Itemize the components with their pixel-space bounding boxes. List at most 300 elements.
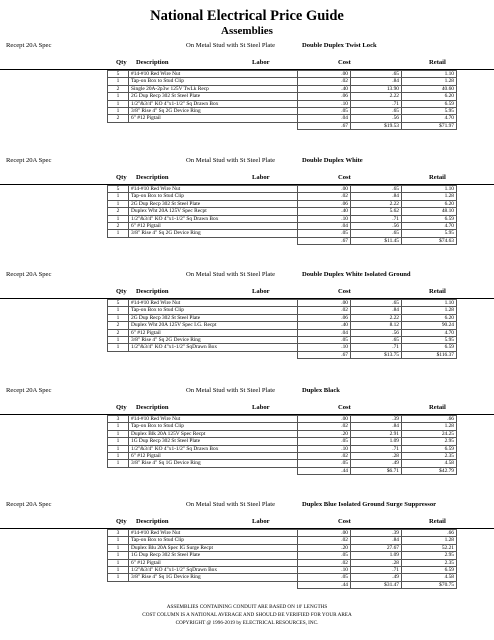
labor-cell: .04 [298, 115, 351, 122]
retail-cell: 4.70 [402, 115, 457, 122]
cost-cell: .84 [351, 193, 402, 200]
description-cell: #14-#10 Red Wire Nut [129, 186, 298, 193]
description-cell: #14-#10 Red Wire Nut [129, 530, 298, 537]
retail-cell: 24.25 [402, 430, 457, 437]
description-cell: 1/2"&3/4" KO 4"x1-1/2" Sq Drawn Box [129, 445, 298, 452]
column-header-qty: Qty [116, 174, 127, 181]
description-cell: 3/8" Rise 4" Sq 2G Device Ring [129, 230, 298, 237]
qty-cell: 1 [108, 193, 129, 200]
table-row [108, 537, 457, 544]
total-cost: $19.53 [351, 122, 402, 129]
qty-cell: 1 [108, 438, 129, 445]
retail-cell: 90.24 [402, 322, 457, 329]
column-header-description: Description [136, 288, 169, 295]
assembly-header [0, 499, 494, 511]
description-cell: 3/8" Rise 4" Sq 2G Device Ring [129, 108, 298, 115]
description-cell: 1G Dup Recp 302 St Steel Plate [129, 438, 298, 445]
assembly-mounting: On Metal Stud with St Steel Plate [186, 501, 276, 508]
total-spacer [108, 351, 129, 358]
description-cell: Duplex Wht 20A 125V Spec I.G. Recpt [129, 322, 298, 329]
table-row [108, 186, 457, 193]
description-cell: #14-#10 Red Wire Nut [129, 71, 298, 78]
qty-cell: 1 [108, 552, 129, 559]
labor-cell: .00 [298, 300, 351, 307]
cost-cell: .49 [351, 574, 402, 581]
column-header-retail: Retail [429, 404, 446, 411]
assembly-header [0, 385, 494, 397]
qty-cell: 1 [108, 230, 129, 237]
table-row [108, 108, 457, 115]
cost-cell: 8.12 [351, 322, 402, 329]
qty-cell: 2 [108, 208, 129, 215]
retail-cell: 1.28 [402, 423, 457, 430]
column-header-labor: Labor [252, 404, 270, 411]
retail-cell: 5.95 [402, 337, 457, 344]
column-header-qty: Qty [116, 288, 127, 295]
total-retail: $71.97 [402, 122, 457, 129]
labor-cell: .02 [298, 78, 351, 85]
table-row [108, 208, 457, 215]
qty-cell: 2 [108, 329, 129, 336]
total-spacer [129, 467, 298, 474]
qty-cell: 1 [108, 93, 129, 100]
total-spacer [129, 237, 298, 244]
cost-cell: .84 [351, 537, 402, 544]
table-row [108, 416, 457, 423]
column-header-qty: Qty [116, 404, 127, 411]
retail-cell: 4.58 [402, 460, 457, 467]
description-cell: 1G Dup Recp 302 St Steel Plate [129, 552, 298, 559]
description-cell: Tap-on Box to Stud Clip [129, 193, 298, 200]
table-row [108, 329, 457, 336]
column-header-labor: Labor [252, 174, 270, 181]
labor-cell: .40 [298, 322, 351, 329]
cost-cell: 2.22 [351, 314, 402, 321]
labor-cell: .05 [298, 230, 351, 237]
retail-cell: 6.59 [402, 100, 457, 107]
retail-cell: 2.35 [402, 559, 457, 566]
labor-cell: .05 [298, 460, 351, 467]
cost-cell: 1.09 [351, 438, 402, 445]
description-cell: 1/2"&3/4" KO 4"x1-1/2" Sq Drawn Box [129, 215, 298, 222]
qty-cell: 2 [108, 322, 129, 329]
description-cell: 6" #12 Pigtail [129, 329, 298, 336]
table-row [108, 314, 457, 321]
cost-cell: .49 [351, 460, 402, 467]
table-row [108, 544, 457, 551]
labor-cell: .20 [298, 430, 351, 437]
qty-cell: 1 [108, 445, 129, 452]
total-spacer [108, 122, 129, 129]
column-header-retail: Retail [429, 518, 446, 525]
column-header-retail: Retail [429, 174, 446, 181]
assembly-spec: Recept 20A Spec [6, 501, 52, 508]
table-row [108, 438, 457, 445]
assembly-section [0, 40, 494, 130]
table-row [108, 300, 457, 307]
column-header-labor: Labor [252, 518, 270, 525]
description-cell: 2G Dup Recp 302 St Steel Plate [129, 314, 298, 321]
total-row [108, 581, 457, 588]
qty-cell: 3 [108, 530, 129, 537]
table-row [108, 193, 457, 200]
cost-cell: .65 [351, 186, 402, 193]
column-header-labor: Labor [252, 59, 270, 66]
cost-cell: 5.62 [351, 208, 402, 215]
description-cell: #14-#10 Red Wire Nut [129, 416, 298, 423]
cost-cell: .71 [351, 567, 402, 574]
total-spacer [129, 581, 298, 588]
column-header-description: Description [136, 518, 169, 525]
cost-cell: 27.67 [351, 544, 402, 551]
retail-cell: 6.59 [402, 567, 457, 574]
labor-cell: .00 [298, 71, 351, 78]
labor-cell: .40 [298, 208, 351, 215]
description-cell: 3/8" Rise 4" Sq 1G Device Ring [129, 460, 298, 467]
table-row [108, 322, 457, 329]
footer-line-3: COPYRIGHT @ 1996-2019 by ELECTRICAL RESOURCES, INC. [175, 620, 319, 626]
cost-cell: .65 [351, 337, 402, 344]
table-row [108, 567, 457, 574]
total-labor: .44 [298, 581, 351, 588]
retail-cell: 2.95 [402, 552, 457, 559]
column-headers [0, 173, 494, 185]
items-table [107, 529, 457, 589]
page-title: National Electrical Price Guide [150, 8, 344, 24]
cost-cell: .84 [351, 78, 402, 85]
cost-cell: 2.22 [351, 93, 402, 100]
cost-cell: .56 [351, 329, 402, 336]
qty-cell: 1 [108, 337, 129, 344]
description-cell: 2G Dup Recp 302 St Steel Plate [129, 93, 298, 100]
retail-cell: 1.28 [402, 193, 457, 200]
retail-cell: .66 [402, 416, 457, 423]
description-cell: 1/2"&3/4" KO 4"x1-1/2" Sq Drawn Box [129, 100, 298, 107]
labor-cell: .05 [298, 574, 351, 581]
description-cell: Tap-on Box to Stud Clip [129, 423, 298, 430]
column-header-retail: Retail [429, 288, 446, 295]
assembly-name: Double Duplex White [302, 157, 363, 164]
assembly-mounting: On Metal Stud with St Steel Plate [186, 42, 276, 49]
qty-cell: 1 [108, 314, 129, 321]
cost-cell: .28 [351, 453, 402, 460]
assembly-spec: Recept 20A Spec [6, 157, 52, 164]
qty-cell: 1 [108, 344, 129, 351]
assembly-header [0, 40, 494, 52]
column-headers [0, 517, 494, 529]
description-cell: 3/8" Rise 4" Sq 2G Device Ring [129, 337, 298, 344]
qty-cell: 1 [108, 460, 129, 467]
retail-cell: 2.35 [402, 453, 457, 460]
labor-cell: .05 [298, 552, 351, 559]
cost-cell: .84 [351, 307, 402, 314]
labor-cell: .10 [298, 344, 351, 351]
qty-cell: 1 [108, 423, 129, 430]
total-row [108, 122, 457, 129]
column-header-cost: Cost [338, 288, 351, 295]
total-cost: $11.45 [351, 237, 402, 244]
column-header-cost: Cost [338, 518, 351, 525]
assembly-spec: Recept 20A Spec [6, 42, 52, 49]
cost-cell: 13.90 [351, 85, 402, 92]
table-row [108, 430, 457, 437]
labor-cell: .06 [298, 200, 351, 207]
description-cell: Single 20A-2p3w 125V TwLk Recp [129, 85, 298, 92]
cost-cell: .84 [351, 423, 402, 430]
assembly-header [0, 155, 494, 167]
items-table [107, 185, 457, 245]
retail-cell: 5.95 [402, 108, 457, 115]
total-cost: $6.71 [351, 467, 402, 474]
items-table [107, 415, 457, 475]
total-row [108, 467, 457, 474]
labor-cell: .05 [298, 108, 351, 115]
qty-cell: 2 [108, 115, 129, 122]
cost-cell: .71 [351, 344, 402, 351]
labor-cell: .20 [298, 544, 351, 551]
cost-cell: 2.91 [351, 430, 402, 437]
table-row [108, 530, 457, 537]
cost-cell: .56 [351, 223, 402, 230]
retail-cell: 40.60 [402, 85, 457, 92]
assembly-section [0, 499, 494, 589]
total-row [108, 237, 457, 244]
total-labor: .67 [298, 122, 351, 129]
column-header-qty: Qty [116, 518, 127, 525]
cost-cell: .71 [351, 445, 402, 452]
items-table [107, 299, 457, 359]
description-cell: 6" #12 Pigtail [129, 453, 298, 460]
assembly-spec: Recept 20A Spec [6, 271, 52, 278]
labor-cell: .04 [298, 223, 351, 230]
assembly-name: Double Duplex Twist Lock [302, 42, 377, 49]
total-row [108, 351, 457, 358]
cost-cell: .56 [351, 115, 402, 122]
labor-cell: .10 [298, 445, 351, 452]
labor-cell: .02 [298, 423, 351, 430]
cost-cell: 1.09 [351, 552, 402, 559]
total-spacer [108, 237, 129, 244]
total-retail: $70.75 [402, 581, 457, 588]
assembly-mounting: On Metal Stud with St Steel Plate [186, 157, 276, 164]
table-row [108, 78, 457, 85]
column-header-cost: Cost [338, 404, 351, 411]
column-headers [0, 58, 494, 70]
table-row [108, 71, 457, 78]
labor-cell: .06 [298, 93, 351, 100]
labor-cell: .02 [298, 537, 351, 544]
retail-cell: 5.95 [402, 230, 457, 237]
footer-line-1: ASSEMBLIES CONTAINING CONDUIT ARE BASED ON 10' LENGTHS [166, 604, 328, 610]
labor-cell: .06 [298, 314, 351, 321]
retail-cell: 1.28 [402, 78, 457, 85]
description-cell: Duplex Blk 20A 125V Spec Recpt [129, 430, 298, 437]
retail-cell: 6.59 [402, 215, 457, 222]
total-labor: .67 [298, 351, 351, 358]
assembly-section [0, 385, 494, 475]
table-row [108, 115, 457, 122]
labor-cell: .02 [298, 307, 351, 314]
retail-cell: 1.28 [402, 537, 457, 544]
cost-cell: .28 [351, 559, 402, 566]
total-spacer [129, 122, 298, 129]
assembly-name: Duplex Blue Isolated Ground Surge Suppressor [302, 501, 437, 508]
table-row [108, 445, 457, 452]
cost-cell: .65 [351, 230, 402, 237]
qty-cell: 1 [108, 537, 129, 544]
labor-cell: .04 [298, 329, 351, 336]
column-header-description: Description [136, 174, 169, 181]
assembly-mounting: On Metal Stud with St Steel Plate [186, 387, 276, 394]
qty-cell: 3 [108, 416, 129, 423]
retail-cell: 1.10 [402, 71, 457, 78]
qty-cell: 1 [108, 559, 129, 566]
labor-cell: .05 [298, 438, 351, 445]
retail-cell: 1.28 [402, 307, 457, 314]
description-cell: 6" #12 Pigtail [129, 559, 298, 566]
table-row [108, 100, 457, 107]
column-headers [0, 403, 494, 415]
labor-cell: .00 [298, 186, 351, 193]
table-row [108, 460, 457, 467]
description-cell: 1/2"&3/4" KO 4"x1-1/2" SqDrawn Box [129, 344, 298, 351]
qty-cell: 2 [108, 85, 129, 92]
items-table [107, 70, 457, 130]
column-header-labor: Labor [252, 288, 270, 295]
retail-cell: 52.21 [402, 544, 457, 551]
qty-cell: 1 [108, 215, 129, 222]
qty-cell: 1 [108, 430, 129, 437]
column-header-qty: Qty [116, 59, 127, 66]
assembly-mounting: On Metal Stud with St Steel Plate [186, 271, 276, 278]
qty-cell: 1 [108, 108, 129, 115]
retail-cell: 6.20 [402, 314, 457, 321]
cost-cell: .39 [351, 416, 402, 423]
column-header-retail: Retail [429, 59, 446, 66]
description-cell: Tap-on Box to Stud Clip [129, 78, 298, 85]
description-cell: #14-#10 Red Wire Nut [129, 300, 298, 307]
table-row [108, 215, 457, 222]
labor-cell: .02 [298, 453, 351, 460]
labor-cell: .02 [298, 559, 351, 566]
assembly-header [0, 269, 494, 281]
labor-cell: .10 [298, 100, 351, 107]
cost-cell: 2.22 [351, 200, 402, 207]
cost-cell: .65 [351, 108, 402, 115]
total-retail: $116.37 [402, 351, 457, 358]
table-row [108, 337, 457, 344]
cost-cell: .39 [351, 530, 402, 537]
labor-cell: .40 [298, 85, 351, 92]
description-cell: 3/8" Rise 4" Sq 1G Device Ring [129, 574, 298, 581]
description-cell: 2G Dup Recp 302 St Steel Plate [129, 200, 298, 207]
assembly-section [0, 269, 494, 359]
description-cell: 1/2"&3/4" KO 4"x1-1/2" SqDrawn Box [129, 567, 298, 574]
retail-cell: 2.95 [402, 438, 457, 445]
cost-cell: .71 [351, 215, 402, 222]
labor-cell: .00 [298, 530, 351, 537]
total-spacer [108, 581, 129, 588]
footer-line-2: COST COLUMN IS A NATIONAL AVERAGE AND SHOULD BE VERIFIED FOR YOUR AREA [142, 612, 352, 618]
column-header-cost: Cost [338, 59, 351, 66]
retail-cell: 6.59 [402, 344, 457, 351]
assembly-spec: Recept 20A Spec [6, 387, 52, 394]
cost-cell: .65 [351, 71, 402, 78]
table-row [108, 93, 457, 100]
retail-cell: 48.10 [402, 208, 457, 215]
retail-cell: 4.58 [402, 574, 457, 581]
table-row [108, 552, 457, 559]
total-cost: $13.75 [351, 351, 402, 358]
retail-cell: 6.20 [402, 93, 457, 100]
description-cell: Tap-on Box to Stud Clip [129, 307, 298, 314]
retail-cell: 6.20 [402, 200, 457, 207]
total-spacer [129, 351, 298, 358]
total-cost: $31.47 [351, 581, 402, 588]
table-row [108, 85, 457, 92]
table-row [108, 200, 457, 207]
description-cell: Duplex Blu 20A Spec IG Surge Recpt [129, 544, 298, 551]
table-row [108, 559, 457, 566]
qty-cell: 1 [108, 78, 129, 85]
qty-cell: 5 [108, 71, 129, 78]
qty-cell: 1 [108, 567, 129, 574]
description-cell: Tap-on Box to Stud Clip [129, 537, 298, 544]
qty-cell: 1 [108, 453, 129, 460]
retail-cell: 6.59 [402, 445, 457, 452]
retail-cell: 1.10 [402, 186, 457, 193]
column-header-cost: Cost [338, 174, 351, 181]
table-row [108, 574, 457, 581]
retail-cell: 1.10 [402, 300, 457, 307]
column-header-description: Description [136, 59, 169, 66]
labor-cell: .00 [298, 416, 351, 423]
total-retail: $74.63 [402, 237, 457, 244]
retail-cell: 4.70 [402, 329, 457, 336]
table-row [108, 423, 457, 430]
total-labor: .44 [298, 467, 351, 474]
table-row [108, 307, 457, 314]
labor-cell: .05 [298, 337, 351, 344]
qty-cell: 1 [108, 574, 129, 581]
table-row [108, 223, 457, 230]
column-headers [0, 287, 494, 299]
total-labor: .67 [298, 237, 351, 244]
total-spacer [108, 467, 129, 474]
assembly-name: Duplex Black [302, 387, 340, 394]
table-row [108, 453, 457, 460]
labor-cell: .10 [298, 215, 351, 222]
cost-cell: .65 [351, 300, 402, 307]
assembly-name: Double Duplex White Isolated Ground [302, 271, 411, 278]
description-cell: 6" #12 Pigtail [129, 223, 298, 230]
labor-cell: .02 [298, 193, 351, 200]
description-cell: Duplex Wht 20A 125V Spec Recpt [129, 208, 298, 215]
table-row [108, 344, 457, 351]
qty-cell: 1 [108, 307, 129, 314]
table-row [108, 230, 457, 237]
qty-cell: 1 [108, 100, 129, 107]
qty-cell: 2 [108, 223, 129, 230]
assembly-section [0, 155, 494, 245]
qty-cell: 1 [108, 544, 129, 551]
description-cell: 6" #12 Pigtail [129, 115, 298, 122]
retail-cell: .66 [402, 530, 457, 537]
qty-cell: 5 [108, 300, 129, 307]
column-header-description: Description [136, 404, 169, 411]
cost-cell: .71 [351, 100, 402, 107]
qty-cell: 1 [108, 200, 129, 207]
